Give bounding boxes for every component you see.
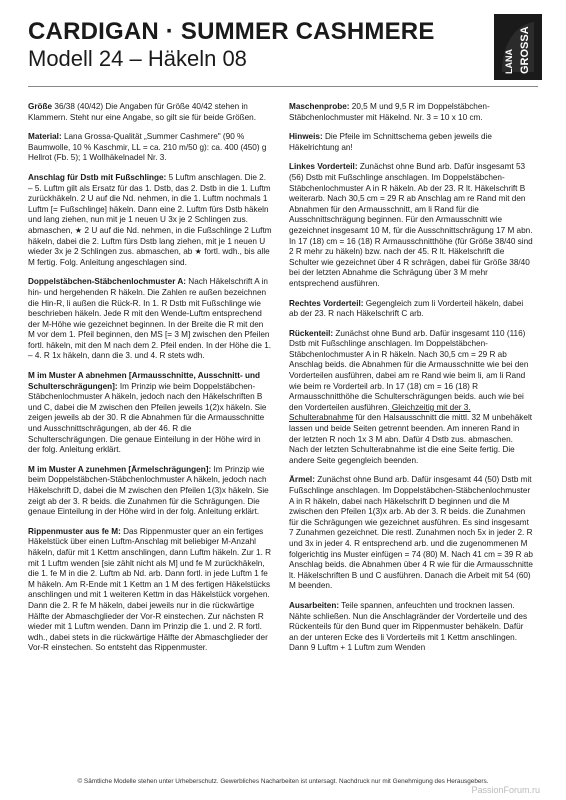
page-header (28, 18, 435, 72)
watermark: PassionForum.ru (471, 785, 540, 795)
section-text: 5 Luftm anschlagen. Die 2. – 5. Luftm gilt als Ersatz für das 1. Dstb, das 2. Dstb in die 1. Luftm zurückhäkeln. 2 U auf die Nd. nehmen, in die 1. Luftm nochmals 1 Luftm [= Fußschlinge] häkeln. Dann eine 2. Luftm fürs Dstb häkeln und lang ziehen, nun mit je 1 neuen U 3x je 2 Schlingen zus. abmaschen, ★ 2 U auf die Nd. nehmen, in die Fußschlinge 2 Luftm häkeln, dabei die 2. Luftm fürs Dstb lang ziehen, mit je 1 neuen U wieder 3x je 2 Schlingen zus. abmaschen, ab ★ fortl. wdh., bis alle M fertig. Folg. Anleitung angeschlagen sind. (28, 172, 272, 267)
section-text: Im Prinzip wie beim Doppelstäbchen-Stäbchenlochmuster A häkeln, jedoch nach den Häkelschriften B und C, dabei die M zwischen den Pfeilen jeweils 1(2)x häkeln. Sie zeigen jeweils ab der 30. R die Abnahmen für die Armausschnitte und Ausschnittschrägungen, ab der 46. R die Schulterschrägungen. Die genaue Einteilung in der Höhe wird in der folg. Anleitung erklärt. (28, 381, 267, 455)
section-text: Nach Häkelschrift A in hin- und hergehenden R häkeln. Die Zahlen re außen bezeichnen die Hin-R, li außen die Rück-R. In 1. R Dstb mit Fußschlinge wie beschrieben häkeln. Jede R mit den Wende-Luftm entsprechend der M-Höhe wie gezeichnet beginnen. In der Breite die R mit den M vor dem 1. Pfeil beginnen, den MS [= 3 M] zwischen den Pfeilen fortl. häkeln, mit den M nach dem 2. Pfeil enden. In der Höhe die 1. – 4. R 1x häkeln, dann die 3. und 4. R stets wdh. (28, 277, 272, 361)
paragraph (28, 173, 272, 268)
lana-grossa-logo (494, 14, 542, 80)
paragraph (289, 475, 533, 592)
section-text: Lana Grossa-Qualität „Summer Cashmere" (90 % Baumwolle, 10 % Kaschmir, LL = ca. 210 m/50 g): ca. 400 (450) g Hellrot (Fb. 5); 1 Wollhäkelnadel Nr. 3. (28, 132, 267, 163)
section-heading: M im Muster A abnehmen [Armausschnitte, Ausschnitt- und Schulterschrägungen]: (28, 371, 260, 391)
section-heading: Rippenmuster aus fe M: (28, 526, 121, 536)
right-column (289, 102, 533, 663)
paragraph (289, 601, 533, 654)
paragraph (28, 527, 272, 654)
section-heading: Material: (28, 132, 62, 142)
underlined-text: Gleichzeitig mit der 3. Schulterabnahme (289, 402, 471, 423)
section-text: Gegengleich zum li Vorderteil häkeln, dabei ab der 23. R nach Häkelschrift C arb. (289, 298, 524, 319)
section-text: 20,5 M und 9,5 R im Doppelstäbchen-Stäbchenlochmuster mit Häkelnd. Nr. 3 = 10 x 10 cm. (289, 102, 490, 122)
paragraph (289, 329, 533, 467)
section-text: Im Prinzip wie beim Doppelstäbchen-Stäbchenlochmuster A häkeln, jedoch nach Häkelschrift D, dabei die M zwischen den Pfeilen 1(3)x häkeln. Sie zeigt ab der 3. R beids. die Zunahmen für die Schrägungen. Die genaue Einteilung in der Höhe wird in der folg. Anleitung erklärt. (28, 464, 269, 517)
page-title: CARDIGAN · SUMMER CASHMERE (28, 18, 435, 45)
section-text: 36/38 (40/42) Die Angaben für Größe 40/42 stehen in Klammern. Steht nur eine Angabe, so gilt sie für beide Größen. (28, 102, 257, 122)
section-text-continued: für den Halsausschnitt die mittl. 32 M unbehäkelt lassen und beide Seiten getrennt beenden. Am inneren Rand in der letzten R noch 1x 3 M abn. Dafür 4 Dstb zus. abmaschen. Nach der letzten Schulterabnahme ist die eine Seite fertig. Die andere Seite gegengleich beenden. (289, 413, 533, 465)
section-text: Zunächst ohne Bund arb. Dafür insgesamt 44 (50) Dstb mit Fußschlinge anschlagen. Im Doppelstäbchen-Stäbchenlochmuster A in R häkeln, dabei nach Häkelschrift D beginnen und die M zwischen den Pfeilen 1(3)x arb. Ab der 3. R beids. die Zunahmen für die Schrägungen wie gezeichnet ausführen. Es sind insgesamt 7 Zunahmen gezeichnet. Die restl. Zunahmen noch 5x in jeder 2. R und 3x in jeder 4. R entsprechend arb. und die zugenommenen M folgerichtig ins Muster einfügen = 74 (80) M. Nach 41 cm = 39 R ab Anschlag beids. die Abnahmen über 4 R wie für die Armausschnitte lt. Häkelschriften B und C ausführen. Danach die Arbeit mit 54 (60) M beenden. (289, 475, 533, 591)
paragraph (289, 102, 533, 123)
logo-text-lana: LANA (504, 49, 514, 74)
page-subtitle: Modell 24 – Häkeln 08 (28, 46, 247, 71)
paragraph (289, 162, 533, 289)
paragraph (289, 132, 533, 153)
section-text: Zunächst ohne Bund arb. Dafür insgesamt 53 (56) Dstb mit Fußschlinge anschlagen. Im Doppelstäbchen-Stäbchenlochmuster A in R häkeln. Ab der 23. R lt. Häkelschrift B weiterarb. Nach 30,5 cm = 29 R ab Anschlag am re Rand mit den Abnahmen für den Armausschnitt, am li Rand für die Ausschnittschrägung beginnen. Für den Armausschnitt wie gezeichnet insgesamt 10 M, für die Ausschnittschrägung 17 M abn. In 17 (18) cm = 16 (18) R Armausschnitthöhe (für Größe 38/40 sind 2 R mehr zu häkeln) bzw. nach der 45. R lt. Häkelschrift die Schulter wie gezeichnet über 4 R schrägen, dabei für Größe 38/40 bei der letzten Abnahme die Schrägung über 3 M mehr entsprechend ausführen. (289, 162, 533, 288)
left-column (28, 102, 272, 663)
paragraph (289, 299, 533, 320)
section-heading: Anschlag für Dstb mit Fußschlinge: (28, 172, 167, 182)
copyright-footer: © Sämtliche Modelle stehen unter Urheberschutz. Gewerbliches Nacharbeiten ist untersagt. Nachdruck nur mit Genehmigung des Herausgebers. (77, 778, 489, 785)
section-heading: Rechtes Vorderteil: (289, 298, 364, 308)
section-heading: M im Muster A zunehmen [Ärmelschrägungen]: (28, 464, 212, 474)
header-divider (28, 86, 538, 87)
paragraph (28, 465, 272, 518)
paragraph (28, 132, 272, 164)
section-heading: Rückenteil: (289, 328, 334, 338)
section-heading: Größe (28, 102, 53, 111)
section-heading: Ärmel: (289, 475, 315, 485)
section-text: Die Pfeile im Schnittschema geben jeweils die Häkelrichtung an! (289, 132, 492, 152)
section-heading: Ausarbeiten: (289, 600, 340, 610)
section-heading: Linkes Vorderteil: (289, 162, 358, 172)
section-text: Zunächst ohne Bund arb. Dafür insgesamt 110 (116) Dstb mit Fußschlinge anschlagen. Im Doppelstäbchen-Stäbchenlochmuster A in R häkeln. Nach 30,5 cm = 29 R ab Anschlag beids. die Abnahmen für die Armausschnitte wie bei den Vorderteilen ausführen, dabei am re Rand wie beim li, am li Rand wie beim re Vorderteil arb. In 17 (18) cm = 16 (18) R Armausschnitthöhe die Schulterschrägungen beids. auch wie bei den Vorderteilen ausführen. (289, 328, 529, 412)
section-text: Das Rippenmuster quer an ein fertiges Häkelstück über einen Luftm-Anschlag mit beliebiger M-Anzahl häkeln, dafür mit 1 Kettm anschlingen, dann Luftm häkeln. Zur 1. R mit 1 Luftm wenden [sie zählt nicht als M] und fe M zurückhäkeln, die 1. fe M in die 2. Luftm ab Nd. arb. Dann fortl. in jede Luftm 1 fe M häkeln. Am R-Ende mit 1 Kettm an 1 M des fertigen Häkelstücks anschlingen und mit 1 weiteren Kettm in das Häkelstück vorgehen. Dann die 2. R fe M häkeln, dabei jeweils nur in die rückwärtige Hälfte der Abmaschglieder der Vor-R einstechen. Zur nächsten R wieder mit 1 Luftm wenden. Dann im Prinzip die 1. und 2. R fortl. wdh., dabei stets in die rückwärtige Hälfte der Abmaschglieder der Vor-R einstechen. So entsteht das Rippenmuster. (28, 526, 272, 653)
paragraph (28, 277, 272, 362)
section-heading: Maschenprobe: (289, 102, 350, 111)
section-text: Teile spannen, anfeuchten und trocknen lassen. Nähte schließen. Nun die Anschlagränder der Vorderteile und des Rückenteils für den Bund quer im Rippenmuster behäkeln. Dafür an der unteren Ecke des li Vorderteils mit 1 Kettm anschlingen. Dann 9 Luftm + 1 Luftm zum Wenden (289, 600, 528, 653)
paragraph (28, 102, 272, 123)
section-heading: Doppelstäbchen-Stäbchenlochmuster A: (28, 277, 187, 287)
logo-text-grossa: GROSSA (519, 26, 531, 74)
section-heading: Hinweis: (289, 132, 323, 142)
paragraph (28, 371, 272, 456)
